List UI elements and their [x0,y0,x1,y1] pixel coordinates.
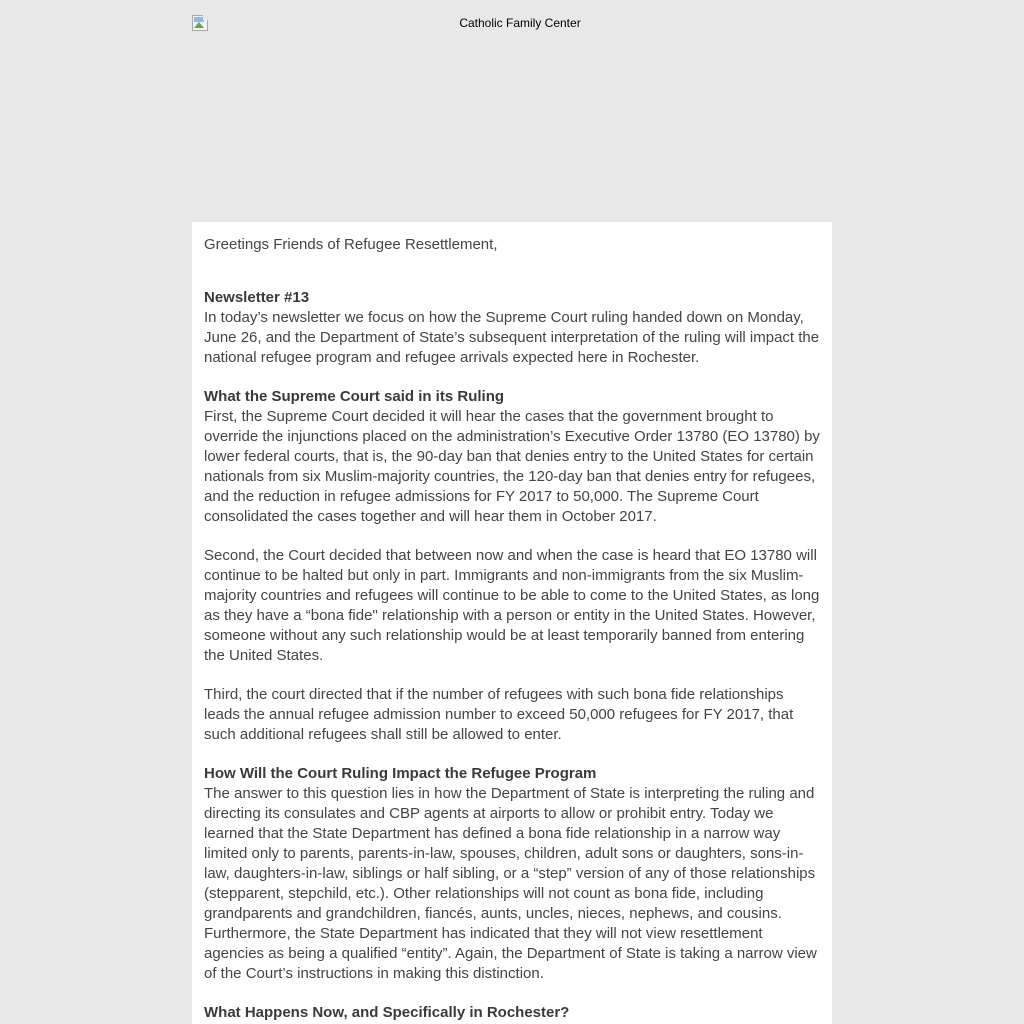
section-paragraph: Second, the Court decided that between now and when the case is heard that EO 13780 will continue to be halted but only in part. Immigrants and non-immigrants from the six Muslim-majority countries and refugees will continue to be able to come to the United States, as long as they have a “bona fide" relationship with a person or entity in the United States. However, someone without any such relationship would be at least temporarily banned from entering the United States. [204,547,820,664]
section-heading: How Will the Court Ruling Impact the Refugee Program [204,765,597,782]
section-supreme-court-ruling [204,387,820,745]
section-paragraph: First, the Supreme Court decided it will hear the cases that the government brought to override the injunctions placed on the administration’s Executive Order 13780 (EO 13780) by lower federal courts, that is, the 90-day ban that denies entry to the United States for certain nationals from six Muslim-majority countries, the 120-day ban that denies entry for refugees, and the reduction in refugee admissions for FY 2017 to 50,000. The Supreme Court consolidated the cases together and will hear them in October 2017. [204,408,820,525]
section-heading: What the Supreme Court said in its Ruling [204,388,505,405]
section-impact-refugee-program [204,764,820,984]
greeting-text: Greetings Friends of Refugee Resettlement, [204,236,498,253]
newsletter-body [192,222,832,1024]
section-paragraph: Third, the court directed that if the number of refugees with such bona fide relationships leads the annual refugee admission number to exceed 50,000 refugees for FY 2017, that such additional refugees shall still be allowed to enter. [204,686,794,743]
section-paragraph: The answer to this question lies in how the Department of State is interpreting the ruling and directing its consulates and CBP agents at airports to allow or prohibit entry. Today we learned that the State Department has defined a bona fide relationship in a narrow way limited only to parents, parents-in-law, spouses, children, adult sons or daughters, sons-in-law, daughters-in-law, siblings or half sibling, or a “step” version of any of those relationships (stepparent, stepchild, etc.). Other relationships will not count as bona fide, including grandparents and grandchildren, fiancés, aunts, uncles, nieces, nephews, and cousins. Furthermore, the State Department has indicated that they will not view resettlement agencies as being a qualified “entity”. Again, the Department of State is taking a narrow view of the Court’s instructions in making this distinction. [204,785,817,982]
logo-alt-text: Catholic Family Center [459,16,581,30]
section-what-happens-now [204,1003,820,1023]
section-heading: What Happens Now, and Specifically in Rochester? [204,1004,570,1021]
section-newsletter-13 [204,288,820,368]
email-header [192,0,832,222]
section-heading: Newsletter #13 [204,289,310,306]
section-paragraph: In today’s newsletter we focus on how the Supreme Court ruling handed down on Monday, June 26, and the Department of State’s subsequent interpretation of the ruling will impact the national refugee program and refugee arrivals expected here in Rochester. [204,309,820,366]
